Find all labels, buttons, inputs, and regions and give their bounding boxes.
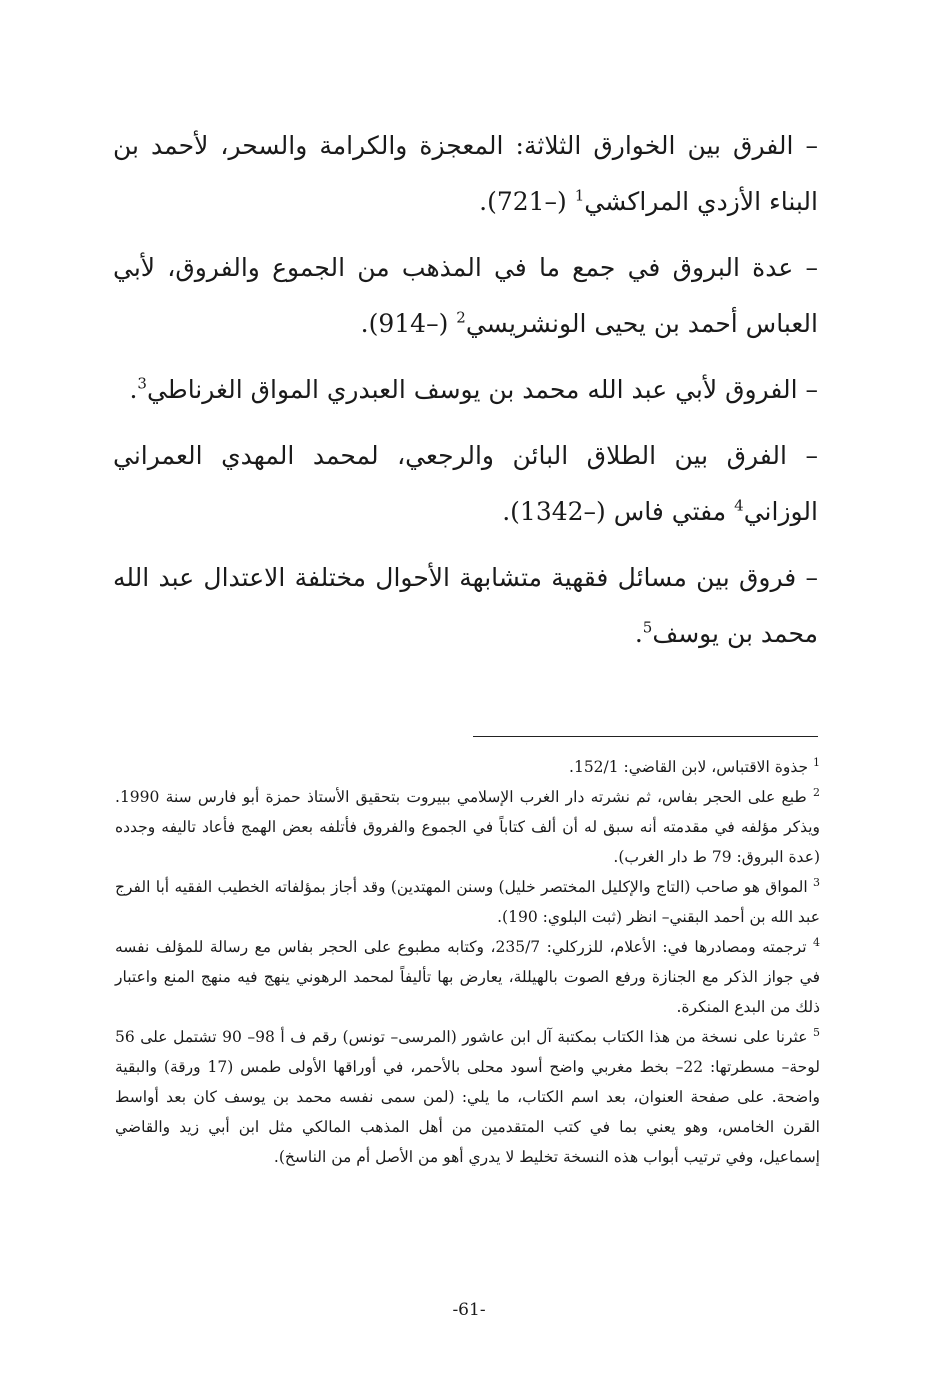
footnote-number: 4	[813, 935, 820, 949]
footnote-2: $^2$ طبع على الحجر بفاس، ثم نشرته دار الغرب الإسلامي ببيروت بتحقيق الأستاذ حمزة أبو فارس سنة 1990. ويذكر مؤلفه في مقدمته أنه سبق له أن ألف كتاباً في الجموع والفروق فأتلفه بعض الهمج فأعاد تاليفه وجدده (عدة البروق: 79 ط دار الغرب).	[115, 785, 820, 866]
footnote-ref-5: 5	[642, 618, 653, 637]
footnote-number: 5	[813, 1025, 820, 1039]
entries-list	[113, 118, 818, 672]
footnote-ref-3: 3	[137, 374, 147, 393]
footnote-ref-1: 1	[574, 186, 585, 205]
footnotes-list	[115, 752, 820, 1172]
footnote-ref-4: 4	[734, 496, 744, 515]
entry-4: – الفرق بين الطلاق البائن والرجعي، لمحمد المهدي العمراني الوزاني$^4$ مفتي فاس (–1342).	[113, 441, 818, 526]
footnote-4: $^4$ ترجمته ومصادرها في: الأعلام، للزركلي: 235/7، وكتابه مطبوع على الحجر بفاس مع رسالة للمؤلف نفسه في جواز الذكر مع الجنازة ورفع الصوت بالهيللة، يعارض بها تأليفاً لمحمد الرهوني ينهج فيه منهج المنع واعتبار ذلك من البدع المنكرة.	[115, 935, 820, 1016]
footnote-number: 1	[813, 755, 820, 769]
footnote-5: $^5$ عثرنا على نسخة من هذا الكتاب بمكتبة آل ابن عاشور (المرسى– تونس) رقم ف أ 98– 90 تشتمل على 56 لوحة– مسطرتها: 22– بخط مغربي واضح أسود محلى بالأحمر، في أوراقها الأولى طمس (17 ورقة) والبقية واضحة. على صفحة العنوان، بعد اسم الكتاب، ما يلي: (لمن سمى نفسه محمد بن يوسف كان بعد أواسط القرن الخامس، وهو يعني بما في كتب المتقدمين من أهل المذهب المالكي مثل ابن أبي زيد والقاضي إسماعيل، وفي ترتيب أبواب هذه النسخة تخليط لا يدري أهو من الأصل أم من الناسخ).	[115, 1025, 820, 1166]
footnote-1: $^1$ جذوة الاقتباس، لابن القاضي: 152/1.	[569, 755, 820, 776]
footnote-number: 2	[813, 785, 820, 799]
footnote-number: 3	[812, 875, 820, 889]
entry-2: – عدة البروق في جمع ما في المذهب من الجموع والفروق، لأبي العباس أحمد بن يحيى الونشريسي$^2$ (–914).	[113, 253, 818, 338]
page-number: -61-	[452, 1300, 486, 1320]
entry-5: – فروق بين مسائل فقهية متشابهة الأحوال مختلفة الاعتدال عبد الله محمد بن يوسف$^5$.	[113, 563, 818, 648]
entry-1: – الفرق بين الخوارق الثلاثة: المعجزة والكرامة والسحر، لأحمد بن البناء الأزدي المراكشي$^1$ (–721).	[113, 131, 818, 216]
entry-3: – الفروق لأبي عبد الله محمد بن يوسف العبدري المواق الغرناطي$^3$.	[129, 374, 818, 404]
footnote-ref-2: 2	[456, 308, 466, 327]
footnote-divider	[473, 736, 818, 737]
footnote-3: $^3$ المواق هو صاحب (التاج والإكليل المختصر خليل) وسنن المهتدين) وقد أجاز بمؤلفاته الخطيب الفقيه أبا الفرج عبد الله بن أحمد البقني– انظر (ثبت البلوي: 190).	[115, 875, 820, 926]
